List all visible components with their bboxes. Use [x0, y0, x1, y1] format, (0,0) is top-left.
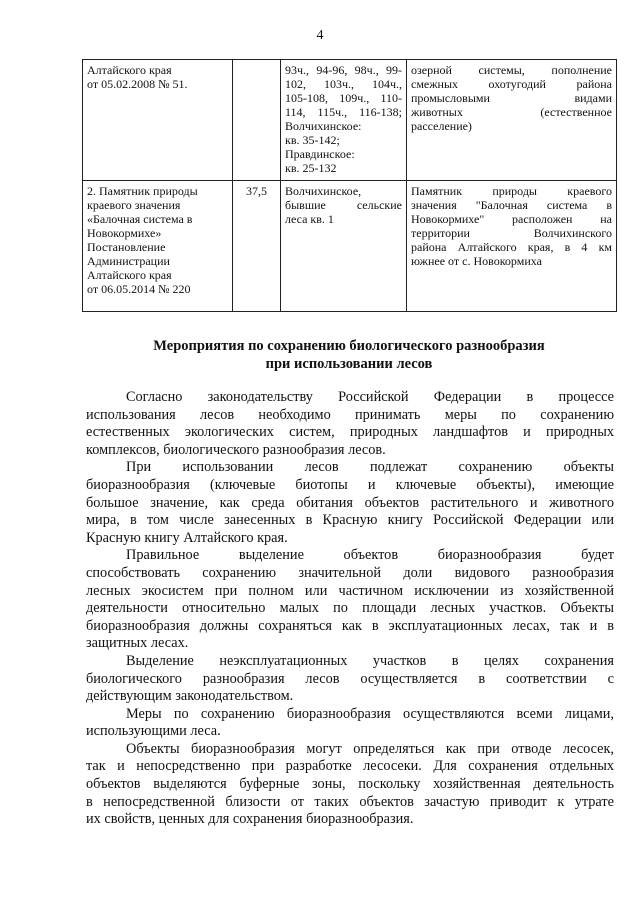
cell-text-line: 114, 115ч., 116-138; — [285, 105, 402, 119]
paragraph-line: биоразнообразия должны сохраняться как в эксплуатационных лесах, так и в — [86, 617, 614, 634]
page-number: 4 — [316, 28, 324, 43]
cell-text-line: 102, 103ч., 104ч., — [285, 77, 402, 91]
paragraph-line: биоразнообразия (ключевые биотопы и ключевые объекты), имеющие — [86, 476, 614, 493]
cell-text-line: Администрации — [87, 254, 170, 268]
cell-text-line: Волчихинское: — [285, 119, 362, 133]
cell-text-line: Алтайского края — [87, 63, 172, 77]
cell-text-line: территории Волчихинского — [411, 226, 612, 240]
table-cell-location — [281, 181, 407, 312]
cell-text-line: от 05.02.2008 № 51. — [87, 77, 188, 91]
paragraph-line: Красную книгу Алтайского края. — [86, 529, 288, 546]
protected-areas-table — [82, 59, 617, 312]
cell-text-line: кв. 25-132 — [285, 161, 337, 175]
paragraph-line: Правильное выделение объектов биоразнообразия будет — [126, 547, 614, 564]
paragraph-line: в непосредственной близости от таких объектов зачастую приводит к утрате — [86, 793, 614, 810]
cell-text-line: Постановление — [87, 240, 166, 254]
paragraph-line: так и непосредственно при разработке лесосеки. Для сохранения отдельных — [86, 758, 614, 775]
cell-text-line: района Алтайского края, в 4 км — [411, 240, 612, 254]
paragraph-line: Меры по сохранению биоразнообразия осуществляются всеми лицами, — [126, 705, 614, 722]
cell-text-line: «Балочная система в — [87, 212, 193, 226]
paragraph-line: защитных лесах. — [86, 635, 189, 652]
paragraph — [86, 459, 614, 547]
paragraph-line: действующим законодательством. — [86, 688, 294, 705]
table-cell-area: 37,5 — [233, 181, 281, 312]
paragraph-line: Объекты биоразнообразия могут определяться как при отводе лесосек, — [126, 740, 614, 757]
cell-text-line: 2. Памятник природы — [87, 184, 198, 198]
paragraph-line: естественных экологических систем, природных ландшафтов и природных — [86, 424, 614, 441]
paragraph-line: использования лесов необходимо принимать меры по сохранению — [86, 406, 614, 423]
paragraph-line: При использовании лесов подлежат сохранению объекты — [126, 459, 614, 476]
cell-text-line: южнее от с. Новокормиха — [411, 254, 542, 268]
paragraph-line: объектов выделяются буферные зоны, поскольку хозяйственная деятельность — [86, 776, 614, 793]
paragraph — [86, 653, 614, 706]
paragraph-line: деятельности относительно малых по площади лесных участков. Объекты — [86, 600, 614, 617]
paragraph-line: Согласно законодательству Российской Федерации в процессе — [126, 389, 614, 405]
cell-text-line: расселение) — [411, 119, 472, 133]
paragraph-line: комплексов, биологического разнообразия лесов. — [86, 441, 386, 458]
cell-text-line: животных (естественное — [411, 105, 612, 119]
cell-text-line: 105-108, 109ч., 110- — [285, 91, 402, 105]
paragraph — [86, 547, 614, 653]
table-cell-area — [233, 60, 281, 181]
section-heading — [82, 337, 616, 373]
table-row — [83, 181, 617, 312]
table-cell-name — [83, 181, 233, 312]
paragraph — [86, 389, 614, 459]
cell-text-line: Волчихинское, — [285, 184, 362, 198]
paragraph-line: Выделение неэксплуатационных участков в целях сохранения — [126, 652, 614, 669]
cell-text-line: 93ч., 94-96, 98ч., 99- — [285, 63, 402, 77]
paragraph — [86, 706, 614, 741]
cell-text-line: Новокормихе» — [87, 226, 162, 240]
heading-line: Мероприятия по сохранению биологического разнообразия — [153, 338, 545, 354]
table-cell-name — [83, 60, 233, 181]
heading-line: при использовании лесов — [265, 356, 433, 372]
paragraph-line: биологического разнообразия лесов осуществляется в соответствии с — [86, 670, 614, 687]
paragraph-line: использующими леса. — [86, 723, 221, 740]
section-body — [86, 389, 614, 829]
cell-text-line: кв. 35-142; — [285, 133, 340, 147]
cell-text-line: промысловыми видами — [411, 91, 612, 105]
paragraph-line: мира, в том числе занесенных в Красную книгу Российской Федерации или — [86, 512, 614, 529]
cell-text-line: значения "Балочная система в — [411, 198, 612, 212]
paragraph-line: их свойств, ценных для сохранения биоразнообразия. — [86, 811, 414, 828]
table-cell-location — [281, 60, 407, 181]
cell-text-line: смежных охотугодий района — [411, 77, 612, 91]
table-cell-description — [407, 181, 617, 312]
paragraph-line: лесных экосистем при полном или частичном исключении из хозяйственной — [86, 582, 614, 599]
cell-text-line: озерной системы, пополнение — [411, 63, 612, 77]
cell-text-line: Правдинское: — [285, 147, 355, 161]
paragraph-line: большое значение, как среда обитания объектов растительного и животного — [86, 494, 614, 511]
cell-text-line: леса кв. 1 — [285, 212, 334, 226]
cell-text-line: Памятник природы краевого — [411, 184, 612, 198]
cell-text-line: бывшие сельские — [285, 198, 402, 212]
paragraph — [86, 741, 614, 829]
table-row — [83, 60, 617, 181]
cell-text-line: Новокормихе" расположен на — [411, 212, 612, 226]
cell-text-line: Алтайского края — [87, 268, 172, 282]
cell-text-line: краевого значения — [87, 198, 181, 212]
paragraph-line: способствовать сохранению значительной доли видового разнообразия — [86, 564, 614, 581]
table-cell-description — [407, 60, 617, 181]
cell-text-line: от 06.05.2014 № 220 — [87, 282, 191, 296]
